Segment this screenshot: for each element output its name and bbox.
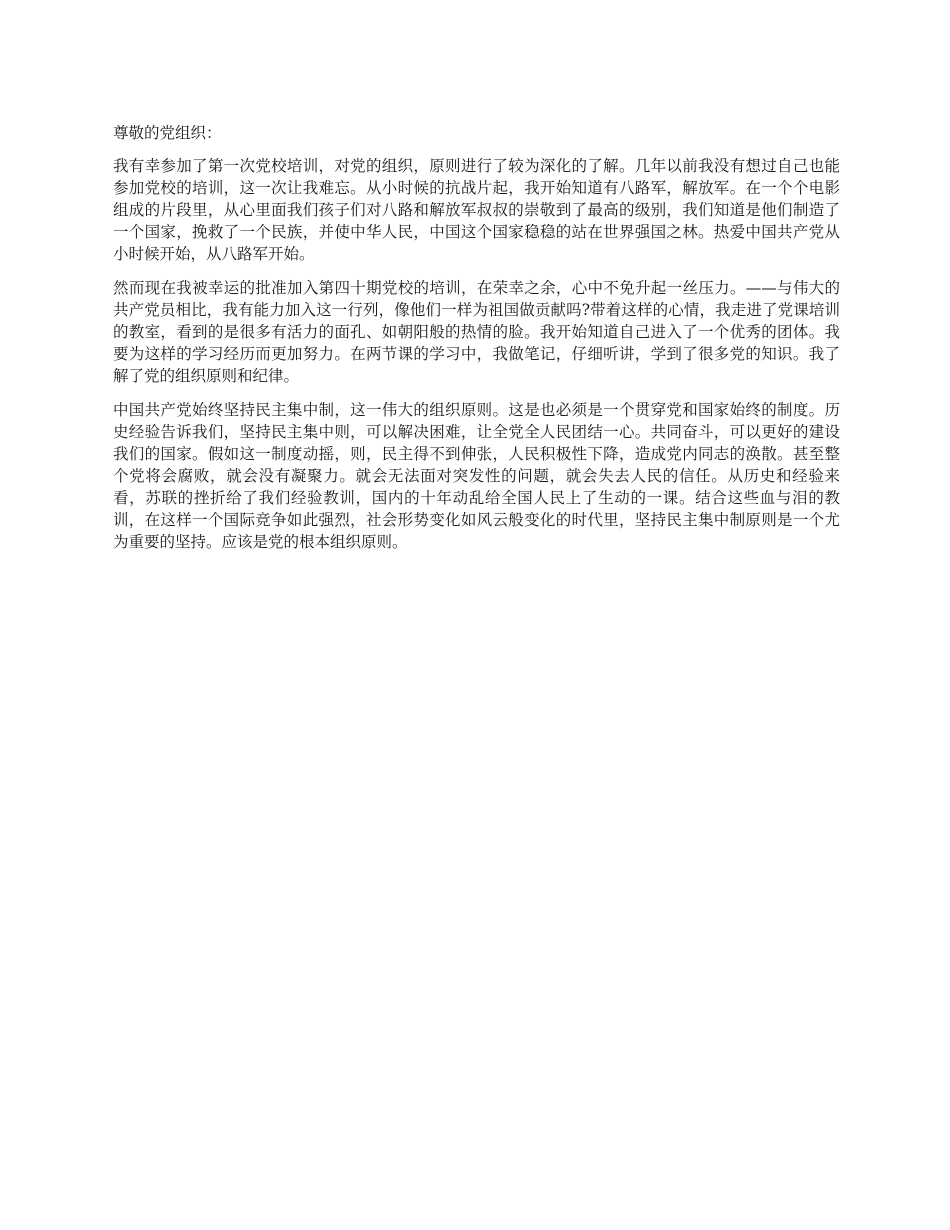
document-body [113,122,840,565]
paragraph-3: 中国共产党始终坚持民主集中制，这一伟大的组织原则。这是也必须是一个贯穿党和国家始终的制度。历史经验告诉我们，坚持民主集中则，可以解决困难，让全党全人民团结一心。共同奋斗，可以更好的建设我们的国家。假如这一制度动摇，则，民主得不到伸张，人民积极性下降，造成党内同志的涣散。甚至整个党将会腐败，就会没有凝聚力。就会无法面对突发性的问题，就会失去人民的信任。从历史和经验来看，苏联的挫折给了我们经验教训，国内的十年动乱给全国人民上了生动的一课。结合这些血与泪的教训，在这样一个国际竞争如此强烈，社会形势变化如风云般变化的时代里，坚持民主集中制原则是一个尤为重要的坚持。应该是党的根本组织原则。 [113,401,840,551]
paragraph-2: 然而现在我被幸运的批准加入第四十期党校的培训，在荣幸之余，心中不免升起一丝压力。——与伟大的共产党员相比，我有能力加入这一行列，像他们一样为祖国做贡献吗?带着这样的心情，我走进了党课培训的教室，看到的是很多有活力的面孔、如朝阳般的热情的脸。我开始知道自己进入了一个优秀的团体。我要为这样的学习经历而更加努力。在两节课的学习中，我做笔记，仔细听讲，学到了很多党的知识。我了解了党的组织原则和纪律。 [113,279,840,385]
paragraph-1: 我有幸参加了第一次党校培训，对党的组织，原则进行了较为深化的了解。几年以前我没有想过自己也能参加党校的培训，这一次让我难忘。从小时候的抗战片起，我开始知道有八路军，解放军。在一个个电影组成的片段里，从心里面我们孩子们对八路和解放军叔叔的崇敬到了最高的级别，我们知道是他们制造了一个国家，挽救了一个民族，并使中华人民，中国这个国家稳稳的站在世界强国之林。热爱中国共产党从小时候开始，从八路军开始。 [113,157,840,263]
salutation: 尊敬的党组织： [113,124,222,142]
